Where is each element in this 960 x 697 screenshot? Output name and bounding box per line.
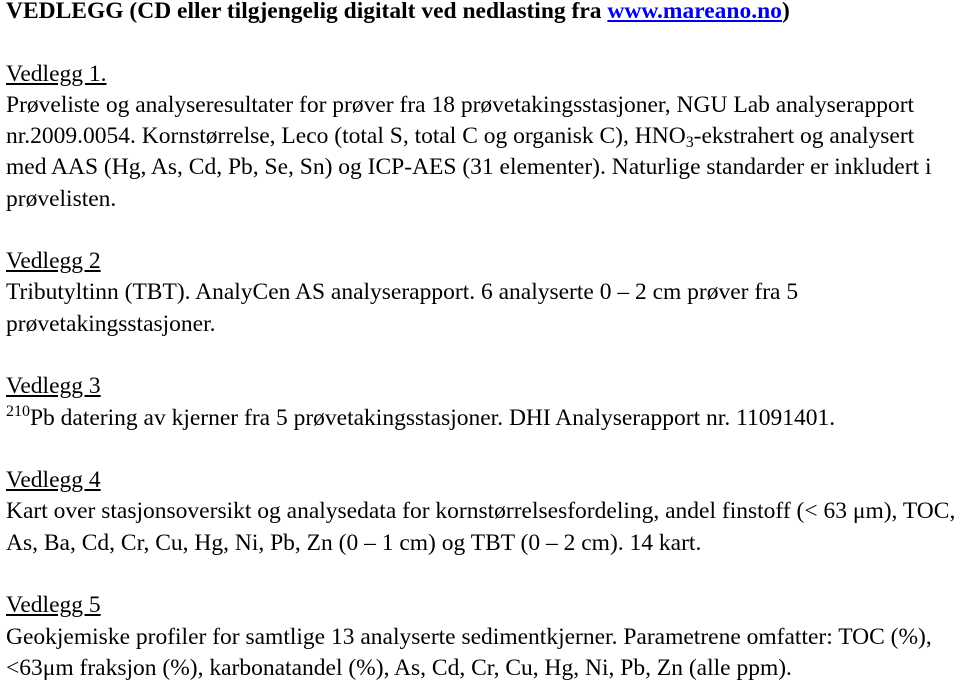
appendix-5-title: Vedlegg 5 (6, 592, 101, 619)
appendix-1-text-part1: Prøveliste og analyseresultater for prøver fra 18 prøvetakingsstasjoner, NGU Lab analyserapport nr.2009.0054. Kornstørrelse, Leco (total S, total C og organisk C), HNO (6, 91, 915, 150)
appendix-4 (6, 465, 956, 559)
appendix-2-text: Tributyltinn (TBT). AnalyCen AS analyserapport. 6 analyserte 0 – 2 cm prøver fra 5 prøvetakingsstasjoner. (6, 279, 799, 337)
appendix-4-title: Vedlegg 4 (6, 467, 101, 494)
appendix-3-text-line (6, 403, 956, 434)
document-page (6, 0, 956, 684)
mareano-link[interactable] (607, 0, 782, 24)
appendix-5-text: Geokjemiske profiler for samtlige 13 analyserte sedimentkjerner. Parametrene omfatter: TOC (%), <63μm fraksjon (%), karbonatandel (%), As, Cd, Cr, Cu, Hg, Ni, Pb, Zn (alle ppm). (6, 623, 932, 681)
appendix-1-text (6, 90, 956, 215)
mareano-link-main[interactable]: www.mareano. (607, 0, 758, 24)
appendix-3-text: Pb datering av kjerner fra 5 prøvetakingsstasjoner. DHI Analyserapport nr. 11091401. (29, 404, 836, 431)
appendix-3 (6, 371, 956, 433)
appendix-5 (6, 590, 956, 684)
heading-prefix: VEDLEGG (CD eller tilgjengelig digitalt ved nedlasting fra (6, 0, 608, 24)
appendix-heading (6, 0, 956, 27)
pb210-superscript: 210 (6, 402, 30, 420)
hno3-subscript: 3 (685, 134, 694, 152)
mareano-link-tld[interactable]: no (757, 0, 782, 24)
appendix-4-text: Kart over stasjonsoversikt og analysedata for kornstørrelsesfordeling, andel finstoff (< 63 μm), TOC, As, Ba, Cd, Cr, Cu, Hg, Ni, Pb, Zn (0 – 1 cm) og TBT (0 – 2 cm). 14 kart. (6, 498, 956, 556)
appendix-1-text-part2: -ekstrahert og analysert med AAS (Hg, As, Cd, Pb, Se, Sn) og ICP-AES (31 elementer). Naturlige standarder er inkludert i prøvelisten. (6, 123, 932, 212)
appendix-2-title: Vedlegg 2 (6, 248, 101, 275)
appendix-3-title: Vedlegg 3 (6, 373, 101, 400)
appendix-1 (6, 59, 956, 215)
heading-suffix: ) (781, 0, 790, 24)
appendix-1-title: Vedlegg 1. (6, 60, 107, 87)
appendix-2 (6, 246, 956, 340)
